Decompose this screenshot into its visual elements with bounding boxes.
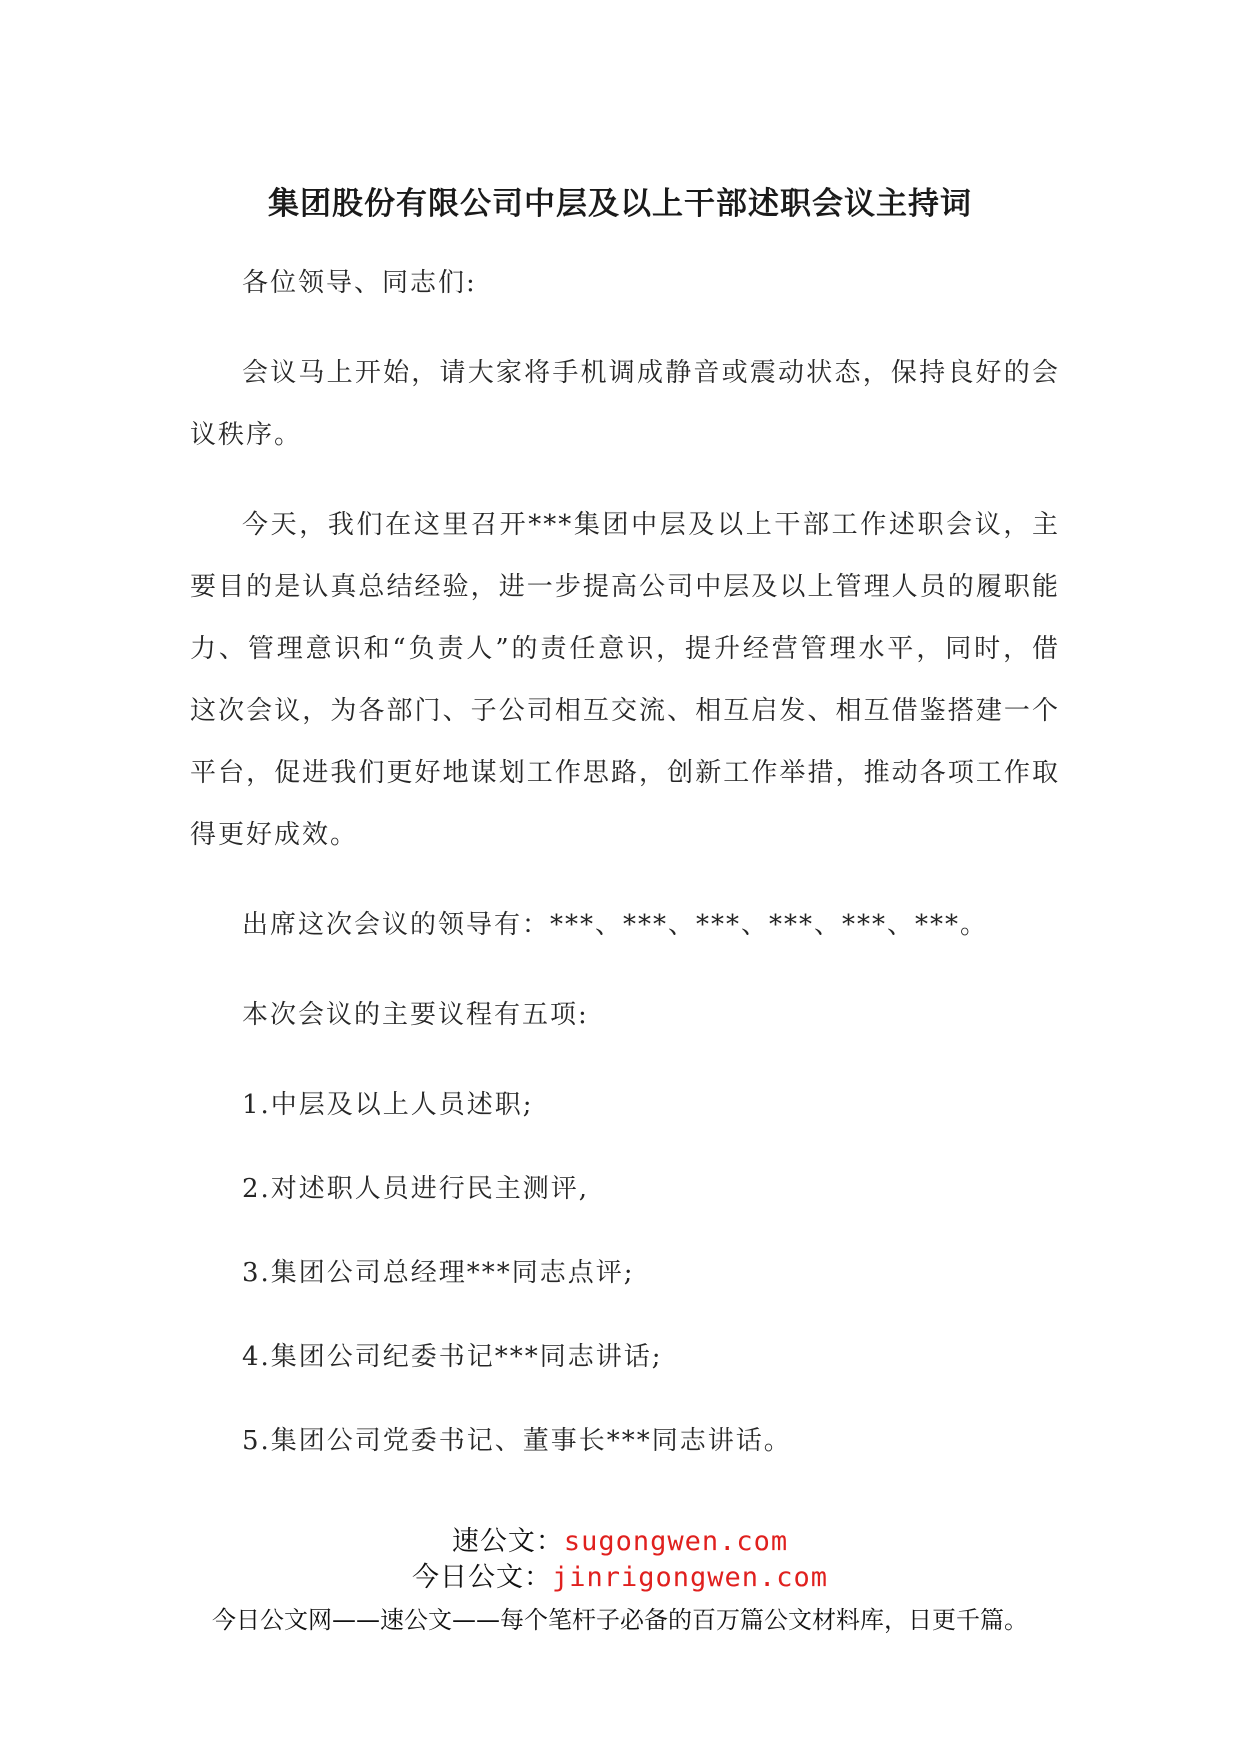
footer xyxy=(0,1524,1240,1638)
document-body xyxy=(190,252,1060,1494)
agenda-item-4: 4.集团公司纪委书记***同志讲话; xyxy=(242,1342,663,1372)
footer-label-sugongwen: 速公文： xyxy=(451,1526,564,1557)
sugongwen-link[interactable]: sugongwen.com xyxy=(563,1526,789,1557)
paragraph-purpose: 今天，我们在这里召开***集团中层及以上干部工作述职会议，主要目的是认真总结经验，进一步提高公司中层及以上管理人员的履职能力、管理意识和“负责人”的责任意识，提升经营管理水平，同时，借这次会议，为各部门、子公司相互交流、相互启发、相互借鉴搭建一个平台，促进我们更好地谋划工作思路，创新工作举措，推动各项工作取得更好成效。 xyxy=(190,510,1060,850)
footer-line-sugongwen xyxy=(0,1524,1240,1560)
greeting: 各位领导、同志们: xyxy=(242,268,477,298)
footer-slogan: 今日公文网——速公文——每个笔杆子必备的百万篇公文材料库，日更千篇。 xyxy=(212,1606,1028,1634)
document-title: 集团股份有限公司中层及以上干部述职会议主持词 xyxy=(268,186,972,222)
footer-line-jinrigongwen xyxy=(0,1560,1240,1596)
jinrigongwen-link[interactable]: jinrigongwen.com xyxy=(551,1562,829,1593)
agenda-item-2: 2.对述职人员进行民主测评, xyxy=(242,1174,590,1204)
footer-label-jinrigongwen: 今日公文： xyxy=(411,1562,552,1593)
paragraph-attendees: 出席这次会议的领导有：***、***、***、***、***、***。 xyxy=(242,910,989,940)
agenda-item-3: 3.集团公司总经理***同志点评; xyxy=(242,1258,635,1288)
paragraph-opening: 会议马上开始，请大家将手机调成静音或震动状态，保持良好的会议秩序。 xyxy=(190,358,1060,450)
agenda-item-5: 5.集团公司党委书记、董事长***同志讲话。 xyxy=(242,1426,792,1456)
paragraph-agenda-intro: 本次会议的主要议程有五项: xyxy=(242,1000,589,1030)
agenda-item-1: 1.中层及以上人员述职; xyxy=(242,1090,534,1120)
